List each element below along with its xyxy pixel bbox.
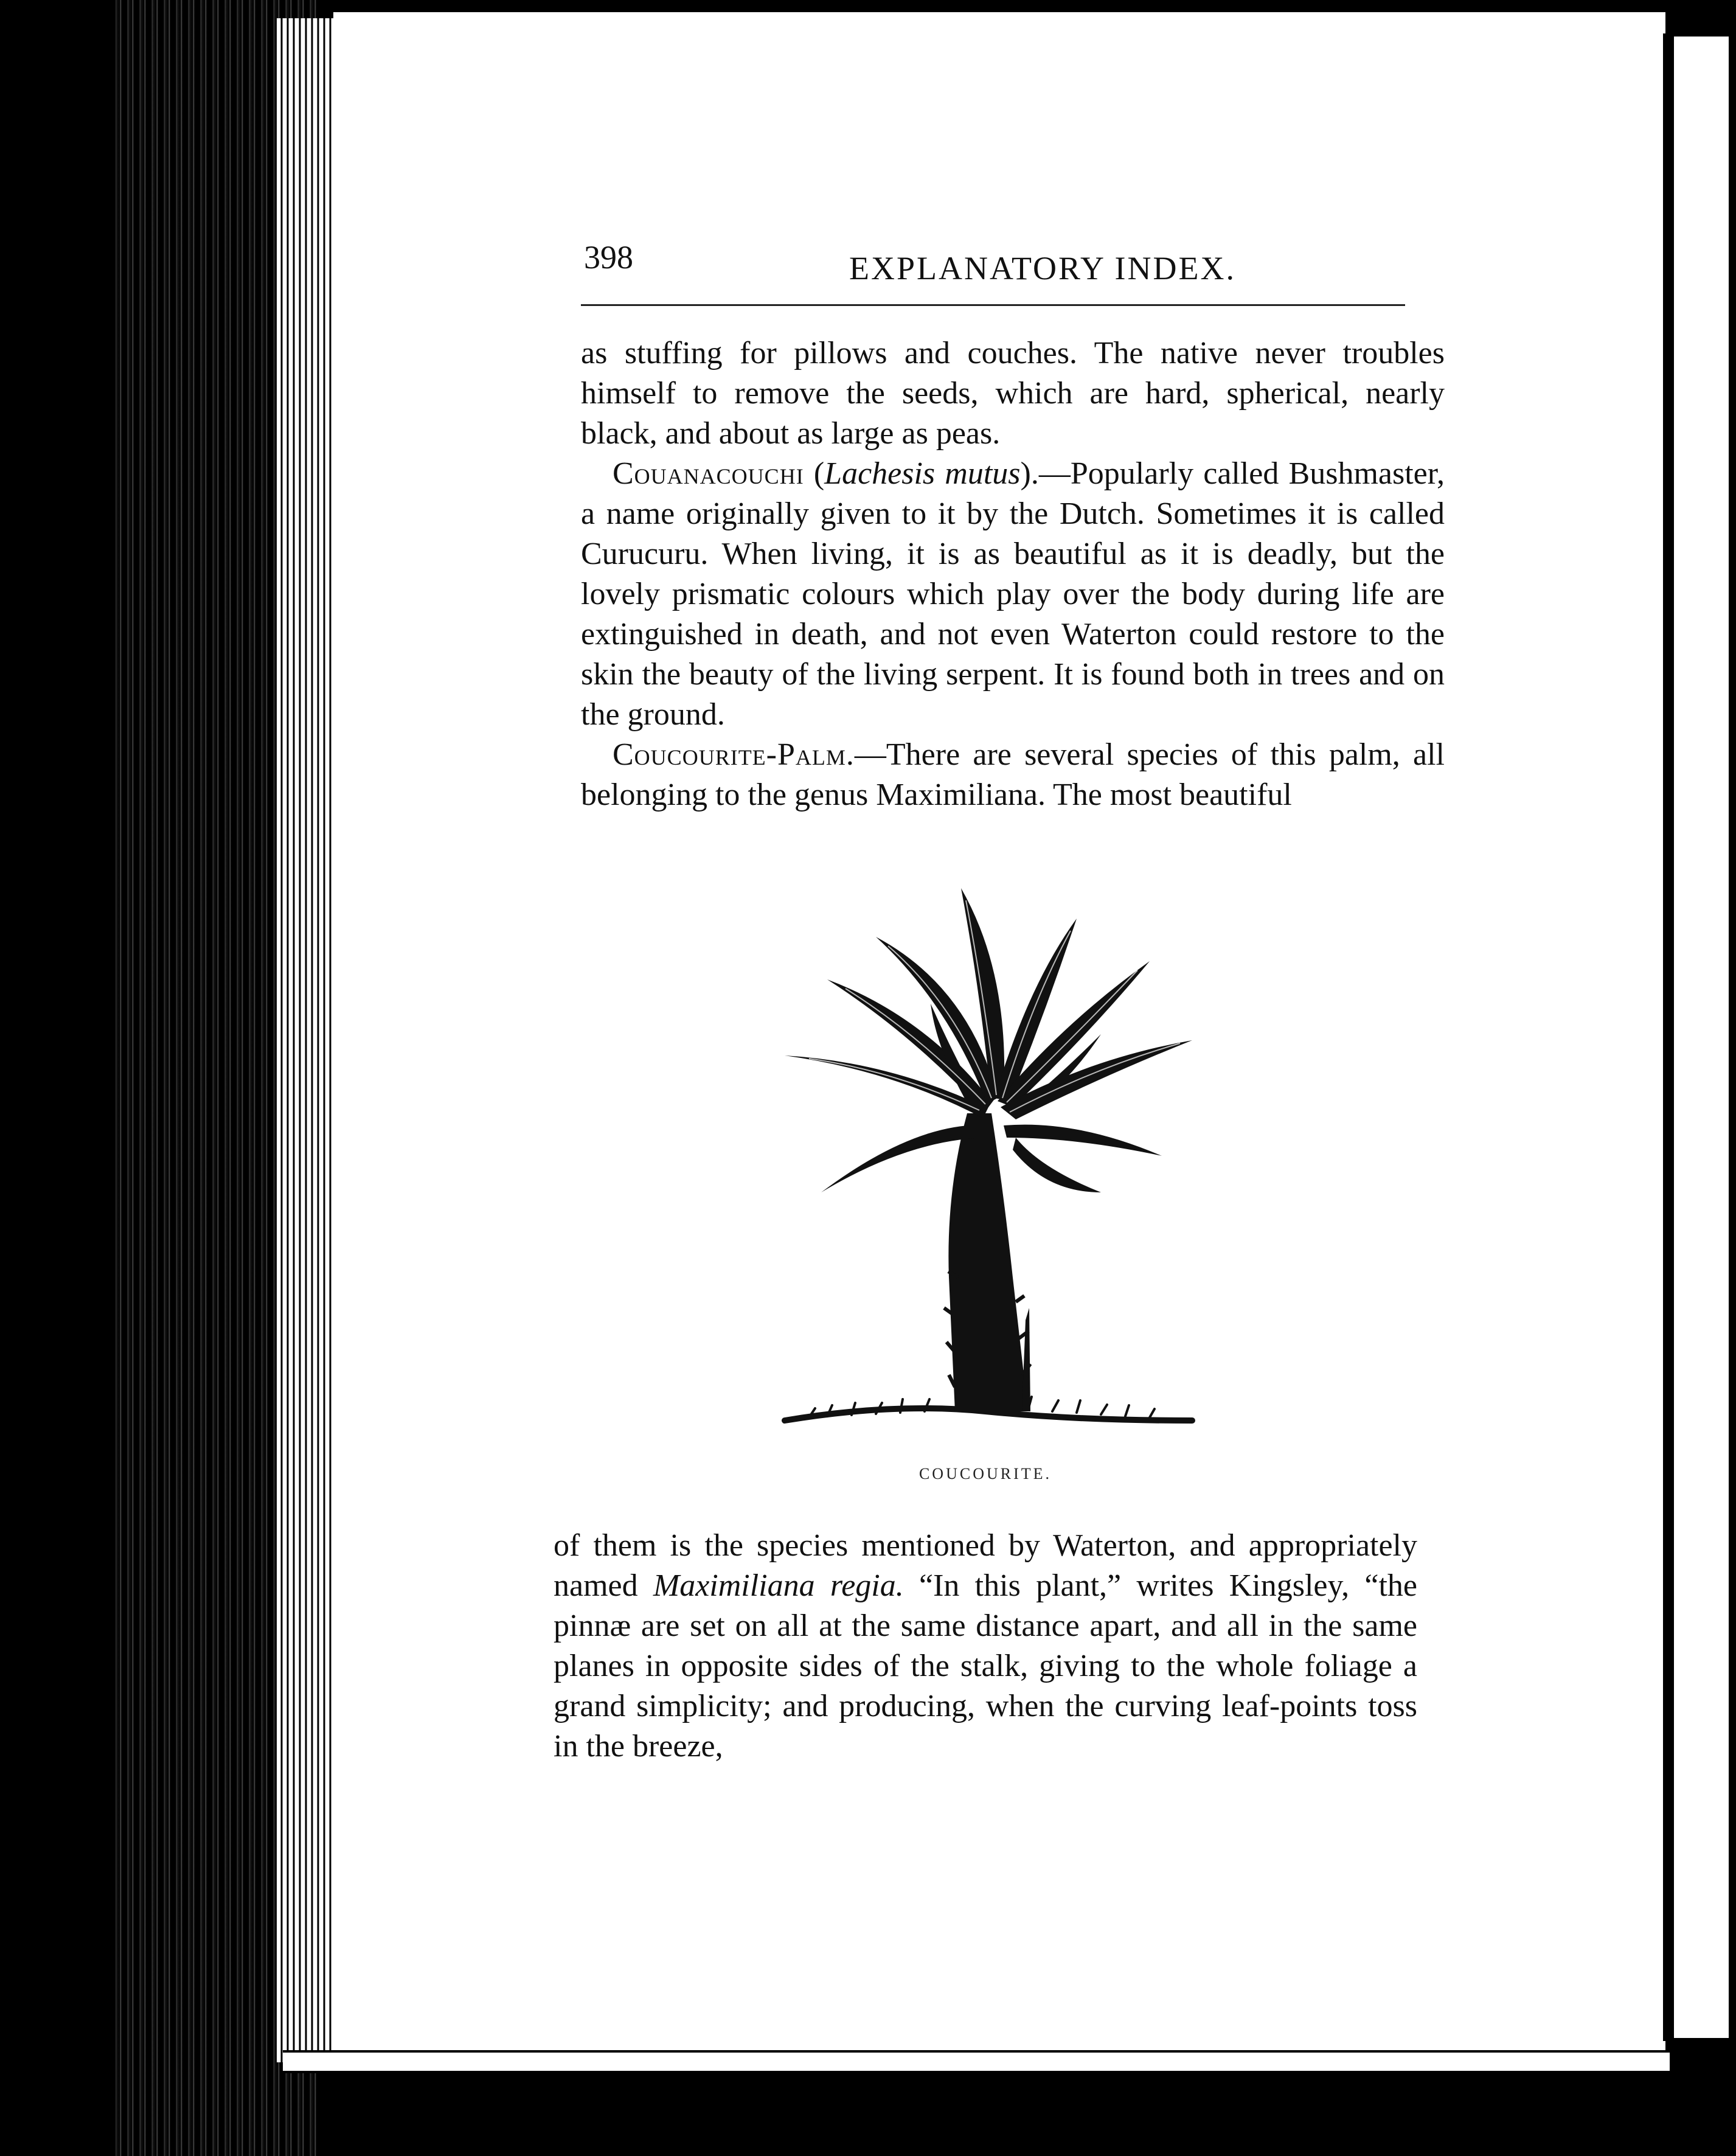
gutter-shadow	[1663, 33, 1672, 2041]
text-block-top	[581, 333, 1445, 815]
scientific-name: Maximiliana regia.	[653, 1568, 904, 1603]
scientific-name: Lachesis mutus	[824, 456, 1021, 491]
text-block-bottom	[554, 1526, 1417, 1767]
scan-black-border	[0, 0, 316, 2156]
paragraph-couanacouchi: Couanacouchi (Lachesis mutus).—Popularly called Bushmaster, a name originally given to it by the Dutch. Sometimes it is called Curucuru. When living, it is as beautiful as it is deadly, but the lovely prismatic colours which play over the body during life are extinguished in death, and not even Waterton could restore to the skin the beauty of the living serpent. It is found both in trees and on the ground.	[581, 456, 1445, 732]
paragraph-stuffing: as stuffing for pillows and couches. The native never troubles himself to remove the seeds, which are hard, spherical, nearly black, and about as large as peas.	[581, 336, 1445, 451]
page-number: 398	[584, 239, 633, 276]
entry-heading: Coucourite-Palm.	[613, 737, 855, 772]
paragraph-text: of them is the species mentioned by Waterton, and appropriately named	[554, 1528, 1417, 1603]
facing-page-edge	[1674, 37, 1729, 2038]
entry-text: —There are several species of this palm, all belonging to the genus Maximiliana. The most beautiful	[581, 737, 1445, 812]
header-rule	[581, 304, 1405, 306]
figure-caption: COUCOURITE.	[918, 1465, 1052, 1483]
palm-engraving	[773, 852, 1198, 1436]
entry-heading: Couanacouchi	[613, 456, 804, 491]
running-title: EXPLANATORY INDEX.	[849, 250, 1237, 287]
palm-illustration	[773, 852, 1198, 1436]
entry-text: .—Popularly called Bushmaster, a name originally given to it by the Dutch. Sometimes it is called Curucuru. When living, it is as beautiful as it is deadly, but the lovely prismatic colours which play over the body during life are extinguished in death, and not even Waterton could restore to the skin the beauty of the living serpent. It is found both in trees and on the ground.	[581, 456, 1445, 732]
paragraph-maximiliana	[554, 1526, 1417, 1767]
running-header	[584, 238, 1436, 299]
paragraph-text: “In this plant,” writes Kingsley, “the pinnæ are set on all at the same distance apart, and all in the same planes in opposite sides of the stalk, giving to the whole foliage a grand simplicity; and producing, when the curving leaf-points toss in the breeze,	[554, 1568, 1418, 1764]
page-bottom-edge	[283, 2050, 1670, 2073]
paragraph-coucourite	[581, 735, 1445, 815]
